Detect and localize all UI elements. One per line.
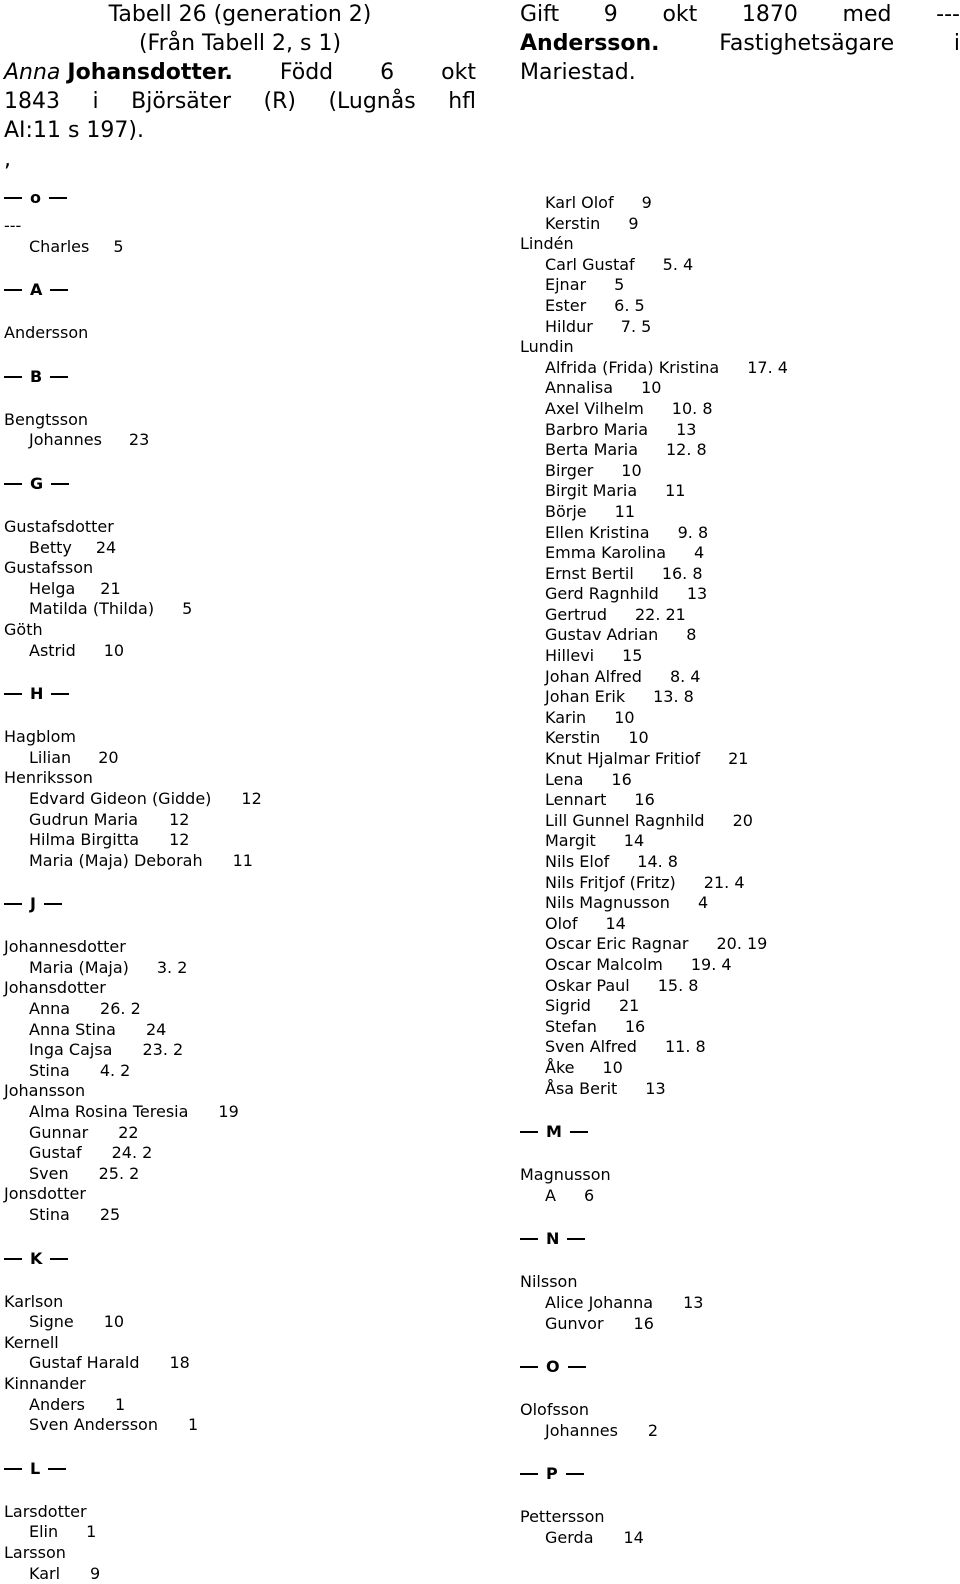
index-surname: Larsdotter — [4, 1501, 87, 1521]
entry-name: Nils Elof — [545, 852, 610, 871]
index-entry — [520, 317, 960, 338]
index-entry — [520, 893, 960, 914]
left-column — [4, 0, 476, 1584]
entry-name: Åsa Berit — [545, 1078, 618, 1098]
index-entry — [520, 873, 960, 894]
entry-ref: 20 — [732, 810, 753, 830]
entry-ref: 13 — [676, 419, 697, 439]
entry-ref: 5. 4 — [662, 254, 694, 274]
index-entry: Hilma Birgitta 12 — [29, 830, 190, 850]
index-entry — [520, 790, 960, 811]
entry-name: Emma Karolina — [545, 543, 667, 563]
entry-name: Nils Fritjof (Fritz) — [545, 872, 676, 892]
entry-ref: 16. 8 — [661, 563, 703, 583]
letter-heading-b: B — [4, 367, 476, 387]
entry-ref: 4 — [694, 543, 705, 563]
index-entry — [520, 1037, 960, 1058]
entry-ref: 15 — [622, 646, 643, 666]
index-entry — [520, 708, 960, 729]
entry-name: Hillevi — [545, 646, 595, 666]
index-entry — [520, 625, 960, 646]
index-surname: Kinnander — [4, 1373, 86, 1393]
entry-ref: 9 — [641, 193, 652, 212]
entry-name: Åke — [545, 1057, 575, 1077]
entry-ref: 13 — [645, 1078, 666, 1098]
index-entry: Helga 21 — [29, 578, 121, 598]
entry-name: Knut Hjalmar Fritiof — [545, 749, 701, 769]
index-entry: Anders 1 — [29, 1394, 126, 1414]
entry-name: Oskar Paul — [545, 975, 630, 995]
entry-ref: 8. 4 — [669, 666, 701, 686]
index-surname: Johansdotter — [4, 978, 106, 998]
index-entry — [520, 811, 960, 832]
index-entry — [520, 1058, 960, 1079]
entry-name: Lennart — [545, 790, 607, 810]
index-entry — [520, 358, 960, 379]
index-entry — [520, 399, 960, 420]
entry-ref: 14 — [623, 831, 645, 851]
index-entry: Anna 26. 2 — [29, 999, 141, 1019]
entry-ref: 16 — [611, 769, 632, 789]
entry-ref: 9 — [628, 213, 639, 233]
spouse-name: Andersson. — [520, 31, 660, 56]
letter-heading-h: H — [4, 684, 476, 704]
marriage-line-1: Gift 9 okt 1870 med --- — [520, 2, 960, 27]
entry-ref: 10. 8 — [671, 398, 713, 418]
index-entry: Charles 5 — [29, 236, 124, 256]
index-entry — [520, 1079, 960, 1100]
entry-name: Johan Alfred — [545, 666, 642, 686]
entries-continued — [520, 193, 960, 234]
index-entry — [520, 502, 960, 523]
entry-name: Lill Gunnel Ragnhild — [545, 810, 705, 830]
marriage-line-3: Mariestad. — [520, 60, 636, 85]
index-entry — [520, 770, 960, 791]
person-line-2: 1843 i Björsäter (R) (Lugnås hfl — [4, 89, 476, 114]
entry-name: Ellen Kristina — [545, 522, 650, 542]
entry-name: Hildur — [545, 316, 593, 336]
index-surname: Henriksson — [4, 768, 93, 788]
entry-name: Sigrid — [545, 996, 591, 1016]
entry-name: Oscar Malcolm — [545, 954, 663, 974]
index-surname: Jonsdotter — [4, 1184, 86, 1204]
index-surname: Olofsson — [520, 1400, 590, 1420]
table-source-ref: (Från Tabell 2, s 1) — [138, 31, 342, 56]
entries-linden — [520, 255, 960, 337]
entry-name: Gertrud — [545, 604, 607, 624]
entry-ref: 11. 8 — [664, 1037, 706, 1057]
entry-ref: 10 — [602, 1057, 623, 1077]
index-entry — [520, 461, 960, 482]
index-entry — [520, 914, 960, 935]
entry-ref: 10 — [614, 707, 635, 727]
name-index-left — [4, 188, 476, 1584]
table-title: Tabell 26 (generation 2) — [108, 2, 372, 27]
index-entry: Alma Rosina Teresia 19 — [29, 1102, 239, 1122]
index-surname: Kernell — [4, 1332, 59, 1352]
index-surname: Pettersson — [520, 1507, 605, 1527]
entry-name: Carl Gustaf — [545, 254, 635, 274]
entry-ref: 21. 4 — [703, 872, 745, 892]
index-entry: Johannes 23 — [29, 430, 150, 450]
index-surname: Karlson — [4, 1291, 64, 1311]
entry-name: Birger — [545, 460, 594, 480]
entry-ref: 13 — [686, 584, 708, 604]
letter-heading-o: o — [4, 188, 476, 208]
person-line-4: , — [4, 147, 11, 172]
entry-name: Kerstin — [545, 728, 601, 748]
index-entry: Gustaf 24. 2 — [29, 1143, 153, 1163]
entry-name: Olof — [545, 913, 578, 933]
letter-heading-n: N — [520, 1229, 960, 1249]
index-surname: Larsson — [4, 1542, 66, 1562]
entry-ref: 5 — [614, 275, 625, 295]
index-entry — [520, 955, 960, 976]
index-entry — [520, 1017, 960, 1038]
entry-name: Johan Erik — [545, 687, 626, 707]
index-surname: Lundin — [520, 337, 574, 357]
entry-ref: 12. 8 — [666, 440, 707, 460]
index-entry — [520, 420, 960, 441]
index-entry — [520, 481, 960, 502]
index-entry: Sven Andersson 1 — [29, 1415, 199, 1435]
index-entry — [520, 255, 960, 276]
index-entry — [520, 667, 960, 688]
entry-ref: 16 — [634, 790, 655, 810]
entry-name: Margit — [545, 831, 596, 851]
entry-name: Börje — [545, 501, 587, 521]
index-surname: Gustafsson — [4, 558, 94, 578]
index-entry — [520, 996, 960, 1017]
person-name: Anna Johansdotter. — [4, 60, 233, 85]
entry-ref: 21 — [618, 996, 640, 1016]
index-entry — [520, 440, 960, 461]
index-entry: Gustaf Harald 18 — [29, 1353, 190, 1373]
index-entry — [520, 193, 960, 214]
index-surname: Nilsson — [520, 1272, 578, 1292]
entry-name: Sven Alfred — [545, 1037, 637, 1057]
entry-name: Gerd Ragnhild — [545, 584, 659, 604]
index-entry: Gudrun Maria 12 — [29, 809, 190, 829]
index-entry — [520, 728, 960, 749]
name-index-right — [520, 193, 960, 1548]
index-surname: Hagblom — [4, 727, 76, 747]
entry-name: Lena — [545, 769, 584, 789]
index-entry — [520, 296, 960, 317]
index-entry: Stina 25 — [29, 1205, 121, 1224]
index-entry: Johannes 2 — [545, 1420, 659, 1440]
index-entry — [520, 523, 960, 544]
index-entry: Betty 24 — [29, 537, 117, 557]
index-dash: --- — [4, 216, 22, 235]
letter-heading-p: P — [520, 1464, 960, 1484]
index-entry: Karl 9 — [29, 1563, 101, 1583]
entry-ref: 16 — [624, 1016, 646, 1036]
entry-name: Kerstin — [545, 213, 601, 233]
index-entry — [520, 584, 960, 605]
index-entry: Maria (Maja) 3. 2 — [29, 957, 188, 977]
letter-heading-o-upper: O — [520, 1357, 960, 1377]
entry-ref: 10 — [621, 460, 642, 480]
index-surname: Andersson — [4, 323, 89, 343]
index-entry — [520, 646, 960, 667]
entry-ref: 14 — [605, 913, 626, 933]
person-line-3: AI:11 s 197). — [4, 118, 144, 143]
index-entry — [520, 831, 960, 852]
entry-ref: 13. 8 — [653, 687, 694, 707]
entry-ref: 11 — [665, 481, 686, 501]
entry-ref: 22. 21 — [634, 604, 686, 624]
letter-heading-a: A — [4, 280, 476, 300]
right-column — [520, 0, 960, 1548]
index-entry — [520, 976, 960, 997]
entry-name: Karl Olof — [545, 193, 614, 212]
index-entry — [520, 605, 960, 626]
entry-ref: 8 — [686, 625, 697, 645]
entry-name: Stefan — [545, 1016, 597, 1036]
index-entry — [520, 564, 960, 585]
index-entry: Gunvor 16 — [545, 1313, 654, 1333]
index-surname: Bengtsson — [4, 409, 88, 429]
index-entry — [520, 934, 960, 955]
index-entry: Maria (Maja) Deborah 11 — [29, 850, 253, 870]
index-entry — [520, 687, 960, 708]
entry-ref: 14. 8 — [637, 852, 678, 871]
entry-ref: 10 — [641, 378, 662, 398]
entry-name: Ernst Bertil — [545, 563, 634, 583]
entry-name: Oscar Eric Ragnar — [545, 934, 689, 954]
index-surname: Göth — [4, 619, 43, 639]
index-entry — [520, 749, 960, 770]
entry-ref: 19. 4 — [690, 954, 732, 974]
entry-name: Gustav Adrian — [545, 625, 659, 645]
index-entry: Anna Stina 24 — [29, 1019, 167, 1039]
index-surname: Johansson — [4, 1081, 86, 1101]
index-entry: Signe 10 — [29, 1312, 125, 1332]
entry-ref: 21 — [728, 749, 749, 769]
index-entry: Astrid 10 — [29, 640, 125, 660]
entry-ref: 11 — [614, 501, 635, 521]
index-entry: Edvard Gideon (Gidde) 12 — [29, 788, 262, 808]
person-line-1: Anna Johansdotter. Född 6 okt — [4, 60, 476, 85]
entry-name: Alfrida (Frida) Kristina — [545, 357, 720, 377]
index-entry — [520, 378, 960, 399]
index-surname: Lindén — [520, 234, 574, 254]
entry-name: Birgit Maria — [545, 481, 638, 501]
index-entry — [520, 852, 960, 873]
index-surname: Johannesdotter — [4, 937, 126, 957]
index-entry — [520, 214, 960, 235]
entry-name: Berta Maria — [545, 440, 638, 460]
index-entry: Lilian 20 — [29, 747, 119, 767]
letter-heading-m: M — [520, 1122, 960, 1142]
entry-name: Ester — [545, 295, 587, 315]
entry-ref: 15. 8 — [657, 975, 699, 995]
entry-name: Ejnar — [545, 275, 587, 295]
entry-ref: 7. 5 — [620, 316, 652, 336]
entry-ref: 20. 19 — [716, 934, 768, 954]
marriage-line-2: Andersson. Fastighetsägare i — [520, 31, 960, 56]
index-entry: Alice Johanna 13 — [545, 1292, 704, 1312]
letter-heading-k: K — [4, 1249, 476, 1269]
index-surname: Gustafsdotter — [4, 516, 114, 536]
entry-ref: 6. 5 — [614, 295, 645, 315]
entry-ref: 10 — [628, 728, 649, 748]
index-entry — [520, 275, 960, 296]
entry-ref: 17. 4 — [747, 357, 788, 377]
entry-name: Annalisa — [545, 378, 614, 398]
entry-name: Karin — [545, 707, 587, 727]
index-entry: Gerda 14 — [545, 1527, 644, 1547]
index-surname: Magnusson — [520, 1165, 611, 1185]
entry-name: Axel Vilhelm — [545, 398, 644, 418]
letter-heading-l: L — [4, 1459, 476, 1479]
index-entry: Matilda (Thilda) 5 — [29, 599, 193, 619]
entry-name: Nils Magnusson — [545, 893, 670, 913]
entry-ref: 9. 8 — [677, 522, 709, 542]
entries-lundin — [520, 358, 960, 1099]
index-entry — [520, 543, 960, 564]
index-entry: A 6 — [545, 1185, 595, 1205]
index-entry: Gunnar 22 — [29, 1122, 139, 1142]
index-entry: Elin 1 — [29, 1522, 97, 1542]
index-entry: Sven 25. 2 — [29, 1163, 140, 1183]
entry-name: Barbro Maria — [545, 419, 649, 439]
letter-heading-j: J — [4, 894, 476, 914]
index-entry: Stina 4. 2 — [29, 1060, 131, 1080]
index-entry: Inga Cajsa 23. 2 — [29, 1040, 184, 1060]
letter-heading-g: G — [4, 474, 476, 494]
entry-ref: 4 — [697, 893, 709, 913]
